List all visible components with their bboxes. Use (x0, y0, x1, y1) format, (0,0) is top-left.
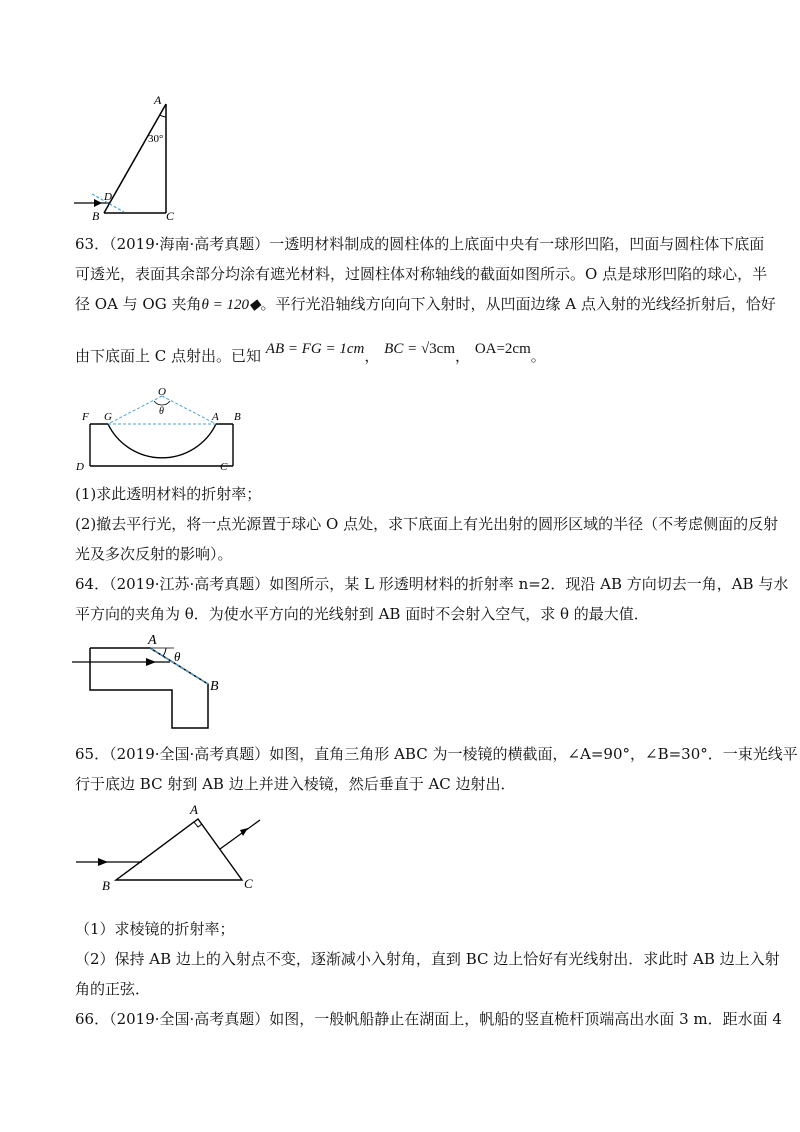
fig62-label-angle: 30° (148, 133, 164, 145)
q63-line2: 可透光，表面其余部分均涂有遮光材料，过圆柱体对称轴线的截面如图所示。O 点是球形凹陷的球心，半 (75, 265, 768, 283)
q65-sub2-line2: 角的正弦． (75, 980, 151, 998)
q63-sep1: ， (364, 347, 380, 365)
q63-theta-eq: θ = 120◆ (201, 297, 261, 313)
q63-line4 (75, 341, 546, 367)
q63-eq-ab-fg: AB = FG = 1cm (265, 341, 365, 357)
q63-sub2-line1: (2)撤去平行光，将一点光源置于球心 O 点处，求下底面上有光出射的圆形区域的半径（不考虑侧面的反射 (75, 515, 779, 533)
fig62-label-a: A (154, 93, 162, 107)
fig63-label-c: C (220, 461, 228, 473)
fig65-label-c: C (244, 876, 253, 891)
q63-eq-bc-value: √3cm (420, 341, 456, 357)
q63-line4-a: 由下底面上 C 点射出。已知 (75, 347, 262, 365)
q66-line1: 66．（2019·全国·高考真题）如图，一般帆船静止在湖面上，帆船的竖直桅杆顶端高出水面 3 m．距水面 4 (75, 1010, 782, 1028)
fig63-label-theta: θ (159, 406, 164, 417)
q63-sep2: ， (455, 347, 471, 365)
q65-line1: 65．（2019·全国·高考真题）如图，直角三角形 ABC 为一棱镜的横截面，∠A=90°，∠B=30°．一束光线平 (75, 745, 798, 763)
q63-sub1: (1)求此透明材料的折射率； (75, 485, 262, 503)
fig64-label-a: A (148, 633, 157, 648)
fig65-label-b: B (102, 878, 110, 893)
fig64-label-b: B (210, 679, 219, 694)
fig63-label-a: A (212, 411, 219, 423)
q63-line3 (75, 294, 776, 315)
q64-line2: 平方向的夹角为 θ．为使水平方向的光线射到 AB 面时不会射入空气，求 θ 的最大值． (75, 605, 649, 623)
fig63-label-f: F (82, 411, 89, 423)
fig63-label-o: O (158, 386, 166, 398)
fig63-label-g: G (104, 411, 112, 423)
q63-line1: 63．（2019·海南·高考真题）一透明材料制成的圆柱体的上底面中央有一球形凹陷，凹面与圆柱体下底面 (75, 235, 765, 253)
figure-q62-prism (70, 92, 180, 222)
q63-eq-oa: OA=2cm (474, 341, 531, 357)
q63-end: 。 (530, 347, 546, 365)
figure-q64-l-shape (70, 630, 230, 730)
figure-q65-triangle (70, 800, 270, 895)
q63-sub2-line2: 光及多次反射的影响）。 (75, 545, 233, 563)
q63-line3-a: 径 OA 与 OG 夹角 (75, 295, 202, 313)
q64-line1: 64．（2019·江苏·高考真题）如图所示，某 L 形透明材料的折射率 n=2．现沿 AB 方向切去一角，AB 与水 (75, 575, 789, 593)
fig63-label-d: D (76, 461, 84, 473)
fig62-label-c: C (166, 209, 175, 223)
fig63-label-b: B (234, 411, 241, 423)
q65-line2: 行于底边 BC 射到 AB 边上并进入棱镜，然后垂直于 AC 边射出． (75, 775, 516, 793)
figure-q63-cylinder (70, 384, 240, 474)
fig62-label-d: D (104, 191, 112, 203)
fig62-label-b: B (92, 209, 100, 223)
q65-sub2-line1: （2）保持 AB 边上的入射点不变，逐渐减小入射角，直到 BC 边上恰好有光线射出．求此时 AB 边上入射 (75, 950, 780, 968)
q65-sub1: （1）求棱镜的折射率； (75, 920, 235, 938)
q63-line3-b: 。平行光沿轴线方向向下入射时，从凹面边缘 A 点入射的光线经折射后，恰好 (260, 295, 776, 313)
fig64-label-theta: θ (174, 649, 181, 664)
fig65-label-a: A (190, 802, 198, 817)
q63-eq-bc: BC = (384, 341, 418, 357)
